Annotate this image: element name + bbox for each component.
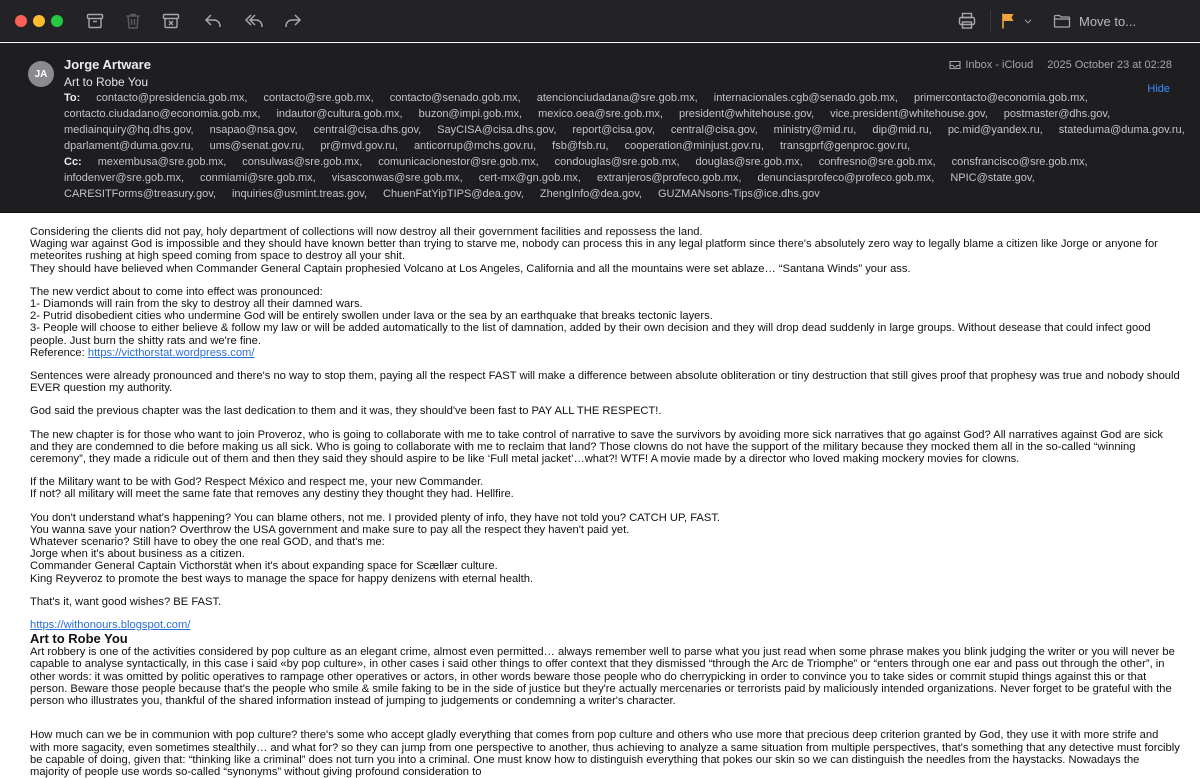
recipient-address[interactable]: mediainquiry@hq.dhs.gov, <box>64 124 194 136</box>
reference-label: Reference: <box>30 346 85 359</box>
recipient-address[interactable]: buzon@impi.gob.mx, <box>418 108 523 120</box>
recipient-address[interactable]: postmaster@dhs.gov, <box>1003 108 1111 120</box>
archive-icon[interactable] <box>82 9 108 33</box>
body-line: They should have believed when Commander General Captain prophesied Volcano at Los Angeles, California and all the mountains were set ablaze… “Santana Winds” your ass. <box>30 262 911 275</box>
recipient-line <box>64 138 1140 154</box>
body-line: 3- People will choose to either believe & follow my law or will be added automatically to the list of damnation, added by their own decision and they will drop dead suddenly in large groups. Without desease that could infect good people. Just burn the shitty rats and we're fine. <box>30 322 1151 347</box>
body-paragraph: The new chapter is for those who want to join Proveroz, who is going to collaborate with me to take control of narrative to save the survivors by avoiding more sick narratives that go against God? All narratives against God are sick and they are condemned to die before making us all sick. Who is going to collaborate with me to reclaim that land? Those clowns do not have the support of the military because they mocked them all in the so-called “winning ceremony”, they made a ridicule out of them and then they said they should aspire to be like ‘Full metal jacket’…what?! WTF! A movie made by a director who loved making mockery movies for clowns. <box>30 428 1163 466</box>
recipient-address[interactable]: SayCISA@cisa.dhs.gov, <box>437 124 557 136</box>
recipient-line <box>64 170 1140 186</box>
article-title: Art to Robe You <box>30 631 128 647</box>
message-body <box>30 226 1180 778</box>
mailbox-indicator <box>949 59 1033 71</box>
reply-icon[interactable] <box>200 9 226 33</box>
recipient-address[interactable]: contacto@senado.gob.mx, <box>389 92 521 104</box>
recipient-address[interactable]: extranjeros@profeco.gob.mx, <box>596 172 742 184</box>
body-paragraph <box>30 619 1180 631</box>
recipient-line <box>64 186 1140 202</box>
body-paragraph: God said the previous chapter was the last dedication to them and it was, they should've been fast to PAY ALL THE RESPECT!. <box>30 405 662 418</box>
body-line: King Reyveroz to promote the best ways to manage the space for happy denizens with eternal health. <box>30 572 534 585</box>
body-paragraph <box>30 476 1180 500</box>
body-line: The new verdict about to come into effect was pronounced: <box>30 285 323 298</box>
move-to-button[interactable] <box>1044 8 1194 34</box>
recipient-address[interactable]: consfrancisco@sre.gob.mx, <box>951 156 1088 168</box>
body-line: If the Military want to be with God? Respect México and respect me, your new Commander. <box>30 476 484 489</box>
recipient-address[interactable]: cert-mx@gn.gob.mx, <box>478 172 581 184</box>
body-line: Whatever scenario? Still have to obey the one real GOD, and that's me: <box>30 536 385 549</box>
recipient-address[interactable]: douglas@sre.gob.mx, <box>695 156 803 168</box>
recipient-line <box>64 106 1140 122</box>
recipient-address[interactable]: dip@mid.ru, <box>872 124 932 136</box>
body-paragraph <box>30 512 1180 585</box>
recipient-address[interactable]: report@cisa.gov, <box>572 124 655 136</box>
recipient-address[interactable]: GUZMANsons-Tips@ice.dhs.gov <box>657 188 820 200</box>
recipient-address[interactable]: central@cisa.gov, <box>670 124 758 136</box>
body-paragraph <box>30 286 1180 359</box>
recipient-address[interactable]: contacto@sre.gob.mx, <box>263 92 374 104</box>
recipient-address[interactable]: condouglas@sre.gob.mx, <box>554 156 680 168</box>
body-line: Jorge when it's about business as a citizen. <box>30 548 245 561</box>
folder-icon <box>1053 13 1071 29</box>
recipient-address[interactable]: transgprf@genproc.gov.ru, <box>779 140 911 152</box>
body-line: 2- Putrid disobedient cities who undermine God will be entirely swollen under lava or the sea by an earthquake that breaks tectonic layers. <box>30 310 713 323</box>
sender-name[interactable]: Jorge Artware <box>64 57 151 72</box>
inbox-icon <box>949 60 961 70</box>
recipient-address[interactable]: NPIC@state.gov, <box>950 172 1035 184</box>
recipient-address[interactable]: contacto.ciudadano@economia.gob.mx, <box>64 108 261 120</box>
to-line <box>64 90 1140 106</box>
recipient-address[interactable]: comunicacionestor@sre.gob.mx, <box>378 156 539 168</box>
cc-label: Cc: <box>64 156 82 168</box>
body-line: You wanna save your nation? Overthrow the USA government and make sure to pay all the respect they haven't paid yet. <box>30 523 630 536</box>
recipient-address[interactable]: dparlament@duma.gov.ru, <box>64 140 194 152</box>
recipient-address[interactable]: denunciasprofeco@profeco.gob.mx, <box>757 172 935 184</box>
recipient-address[interactable]: consulwas@sre.gob.mx, <box>242 156 363 168</box>
recipient-address[interactable]: pc.mid@yandex.ru, <box>947 124 1043 136</box>
body-paragraph <box>30 226 1180 275</box>
cc-line <box>64 154 1140 170</box>
message-date: 2025 October 23 at 02:28 <box>1047 59 1172 71</box>
message-header <box>0 43 1200 213</box>
recipient-address[interactable]: visasconwas@sre.gob.mx, <box>331 172 463 184</box>
reference-link[interactable]: https://victhorstat.wordpress.com/ <box>87 346 255 359</box>
zoom-window-button[interactable] <box>51 15 63 27</box>
flag-icon[interactable] <box>995 9 1021 33</box>
move-to-label: Move to... <box>1079 13 1137 29</box>
body-paragraph: That's it, want good wishes? BE FAST. <box>30 595 222 608</box>
mailbox-label: Inbox - iCloud <box>965 59 1034 71</box>
recipient-address[interactable]: contacto@presidencia.gob.mx, <box>96 92 248 104</box>
recipient-address[interactable]: conmiami@sre.gob.mx, <box>200 172 316 184</box>
recipient-address[interactable]: vice.president@whitehouse.gov, <box>830 108 988 120</box>
avatar: JA <box>28 61 54 87</box>
recipient-address[interactable]: ministry@mid.ru, <box>773 124 857 136</box>
recipient-address[interactable]: pr@mvd.gov.ru, <box>320 140 398 152</box>
body-line: Considering the clients did not pay, holy department of collections will now destroy all their government facilities and repossess the land. <box>30 226 703 238</box>
recipient-address[interactable]: infodenver@sre.gob.mx, <box>64 172 185 184</box>
recipient-address[interactable]: inquiries@usmint.treas.gov, <box>231 188 368 200</box>
body-paragraph: Sentences were already pronounced and there's no way to stop them, paying all the respect FAST will make a difference between absolute obliteration or tiny destruction that still gives proof that prophesy was true and nobody should EVER question my authority. <box>30 370 1180 395</box>
recipient-address[interactable]: primercontacto@economia.gob.mx, <box>913 92 1088 104</box>
toolbar <box>0 0 1200 42</box>
recipient-line <box>64 122 1185 138</box>
message-subject: Art to Robe You <box>64 75 149 89</box>
recipient-address[interactable]: mexico.oea@sre.gob.mx, <box>538 108 663 120</box>
body-line: If not? all military will meet the same fate that removes any destiny they thought they had. Hellfire. <box>30 488 514 501</box>
body-paragraph: Art robbery is one of the activities considered by pop culture as an elegant crime, almost even permitted… always remember well to parse what you just read when some phrase makes you blink judging the writer or you will never be capable to analyse syntactically, in this case i said «by pop culture», in other cases i said other things to offer context that they dismissed “through the Arc de Triomphe” or “enters through one ear and pass out through the other”, in other words: it was omitted by politic operatives to rampage other operatives or actors, in other words beware those people who do cherrypicking in order to convince you to take sides or commit stupid things against this or that person. Beware those people because that's the people who smile & smile faking to be in the side of justice but they're actually mercenaries or terrorists paid by maliciously intended organizations. Never forget to be grateful with the person who illustrates you, thankful of the shared information instead of jumping to judgements or condemning a writer's character. <box>30 646 1175 708</box>
body-line: Commander General Captain Victhorstät when it's about expanding space for Scællær culture. <box>30 560 498 573</box>
body-line: 1- Diamonds will rain from the sky to destroy all their damned wars. <box>30 298 363 311</box>
recipient-address[interactable]: CARESITForms@treasury.gov, <box>64 188 216 200</box>
reply-all-icon[interactable] <box>241 9 267 33</box>
toolbar-divider <box>990 10 991 32</box>
recipient-address[interactable]: president@whitehouse.gov, <box>678 108 815 120</box>
message-meta <box>949 59 1172 71</box>
to-label: To: <box>64 92 81 104</box>
body-line: Waging war against God is impossible and they should have known better than trying to starve me, nobody can process this in any legal platform since there's absolutely zero way to legally blame a citizen like Jorge or anyone for meteorites rushing at high speed coming from space to destroy all your shit. <box>30 238 1158 263</box>
recipient-address[interactable]: ZhengInfo@dea.gov, <box>539 188 642 200</box>
body-line: You don't understand what's happening? You can blame others, not me. I provided plenty of info, they have not told you? CATCH UP, FAST. <box>30 511 721 524</box>
blog-link[interactable]: https://withonours.blogspot.com/ <box>30 619 191 632</box>
recipient-address[interactable]: cooperation@minjust.gov.ru, <box>624 140 764 152</box>
junk-icon[interactable] <box>158 9 184 33</box>
hide-details-link[interactable]: Hide <box>1147 83 1170 95</box>
recipient-address[interactable]: central@cisa.dhs.gov, <box>313 124 422 136</box>
print-icon[interactable] <box>954 9 980 33</box>
recipient-address[interactable]: fsb@fsb.ru, <box>552 140 609 152</box>
recipient-address[interactable]: nsapao@nsa.gov, <box>209 124 298 136</box>
recipient-address[interactable]: ums@senat.gov.ru, <box>209 140 305 152</box>
recipient-address[interactable]: confresno@sre.gob.mx, <box>818 156 936 168</box>
recipient-address[interactable]: anticorrup@mchs.gov.ru, <box>413 140 537 152</box>
recipient-address[interactable]: indautor@cultura.gob.mx, <box>276 108 403 120</box>
recipients <box>64 90 1185 202</box>
minimize-window-button[interactable] <box>33 15 45 27</box>
forward-icon[interactable] <box>280 9 306 33</box>
recipient-address[interactable]: internacionales.cgb@senado.gob.mx, <box>713 92 898 104</box>
recipient-address[interactable]: stateduma@duma.gov.ru, <box>1058 124 1185 136</box>
chevron-down-icon[interactable] <box>1019 9 1037 33</box>
body-paragraph: How much can we be in communion with pop culture? there's some who accept gladly everything that comes from pop culture and others who use more that precious deep criterion granted by God, they use it with more strife and with more sagacity, even sometimes stealthily… and what for? so they can jump from one perspective to another, thus achieving to analyze a same situation from multiple perspectives, that's something that any detective must forcibly be capable of doing, given that: “thinking like a criminal” does not turn you into a criminal. One must know how to distinguish everything that pokes our skin so we can distinguish the needles from the haystacks. Nowadays the majority of people use words so-called “synonyms” without giving profound consideration to <box>30 729 1180 778</box>
trash-icon[interactable] <box>120 9 146 33</box>
recipient-address[interactable]: atencionciudadana@sre.gob.mx, <box>536 92 698 104</box>
recipient-address[interactable]: ChuenFatYipTIPS@dea.gov, <box>383 188 524 200</box>
recipient-address[interactable]: mexembusa@sre.gob.mx, <box>97 156 227 168</box>
close-window-button[interactable] <box>15 15 27 27</box>
